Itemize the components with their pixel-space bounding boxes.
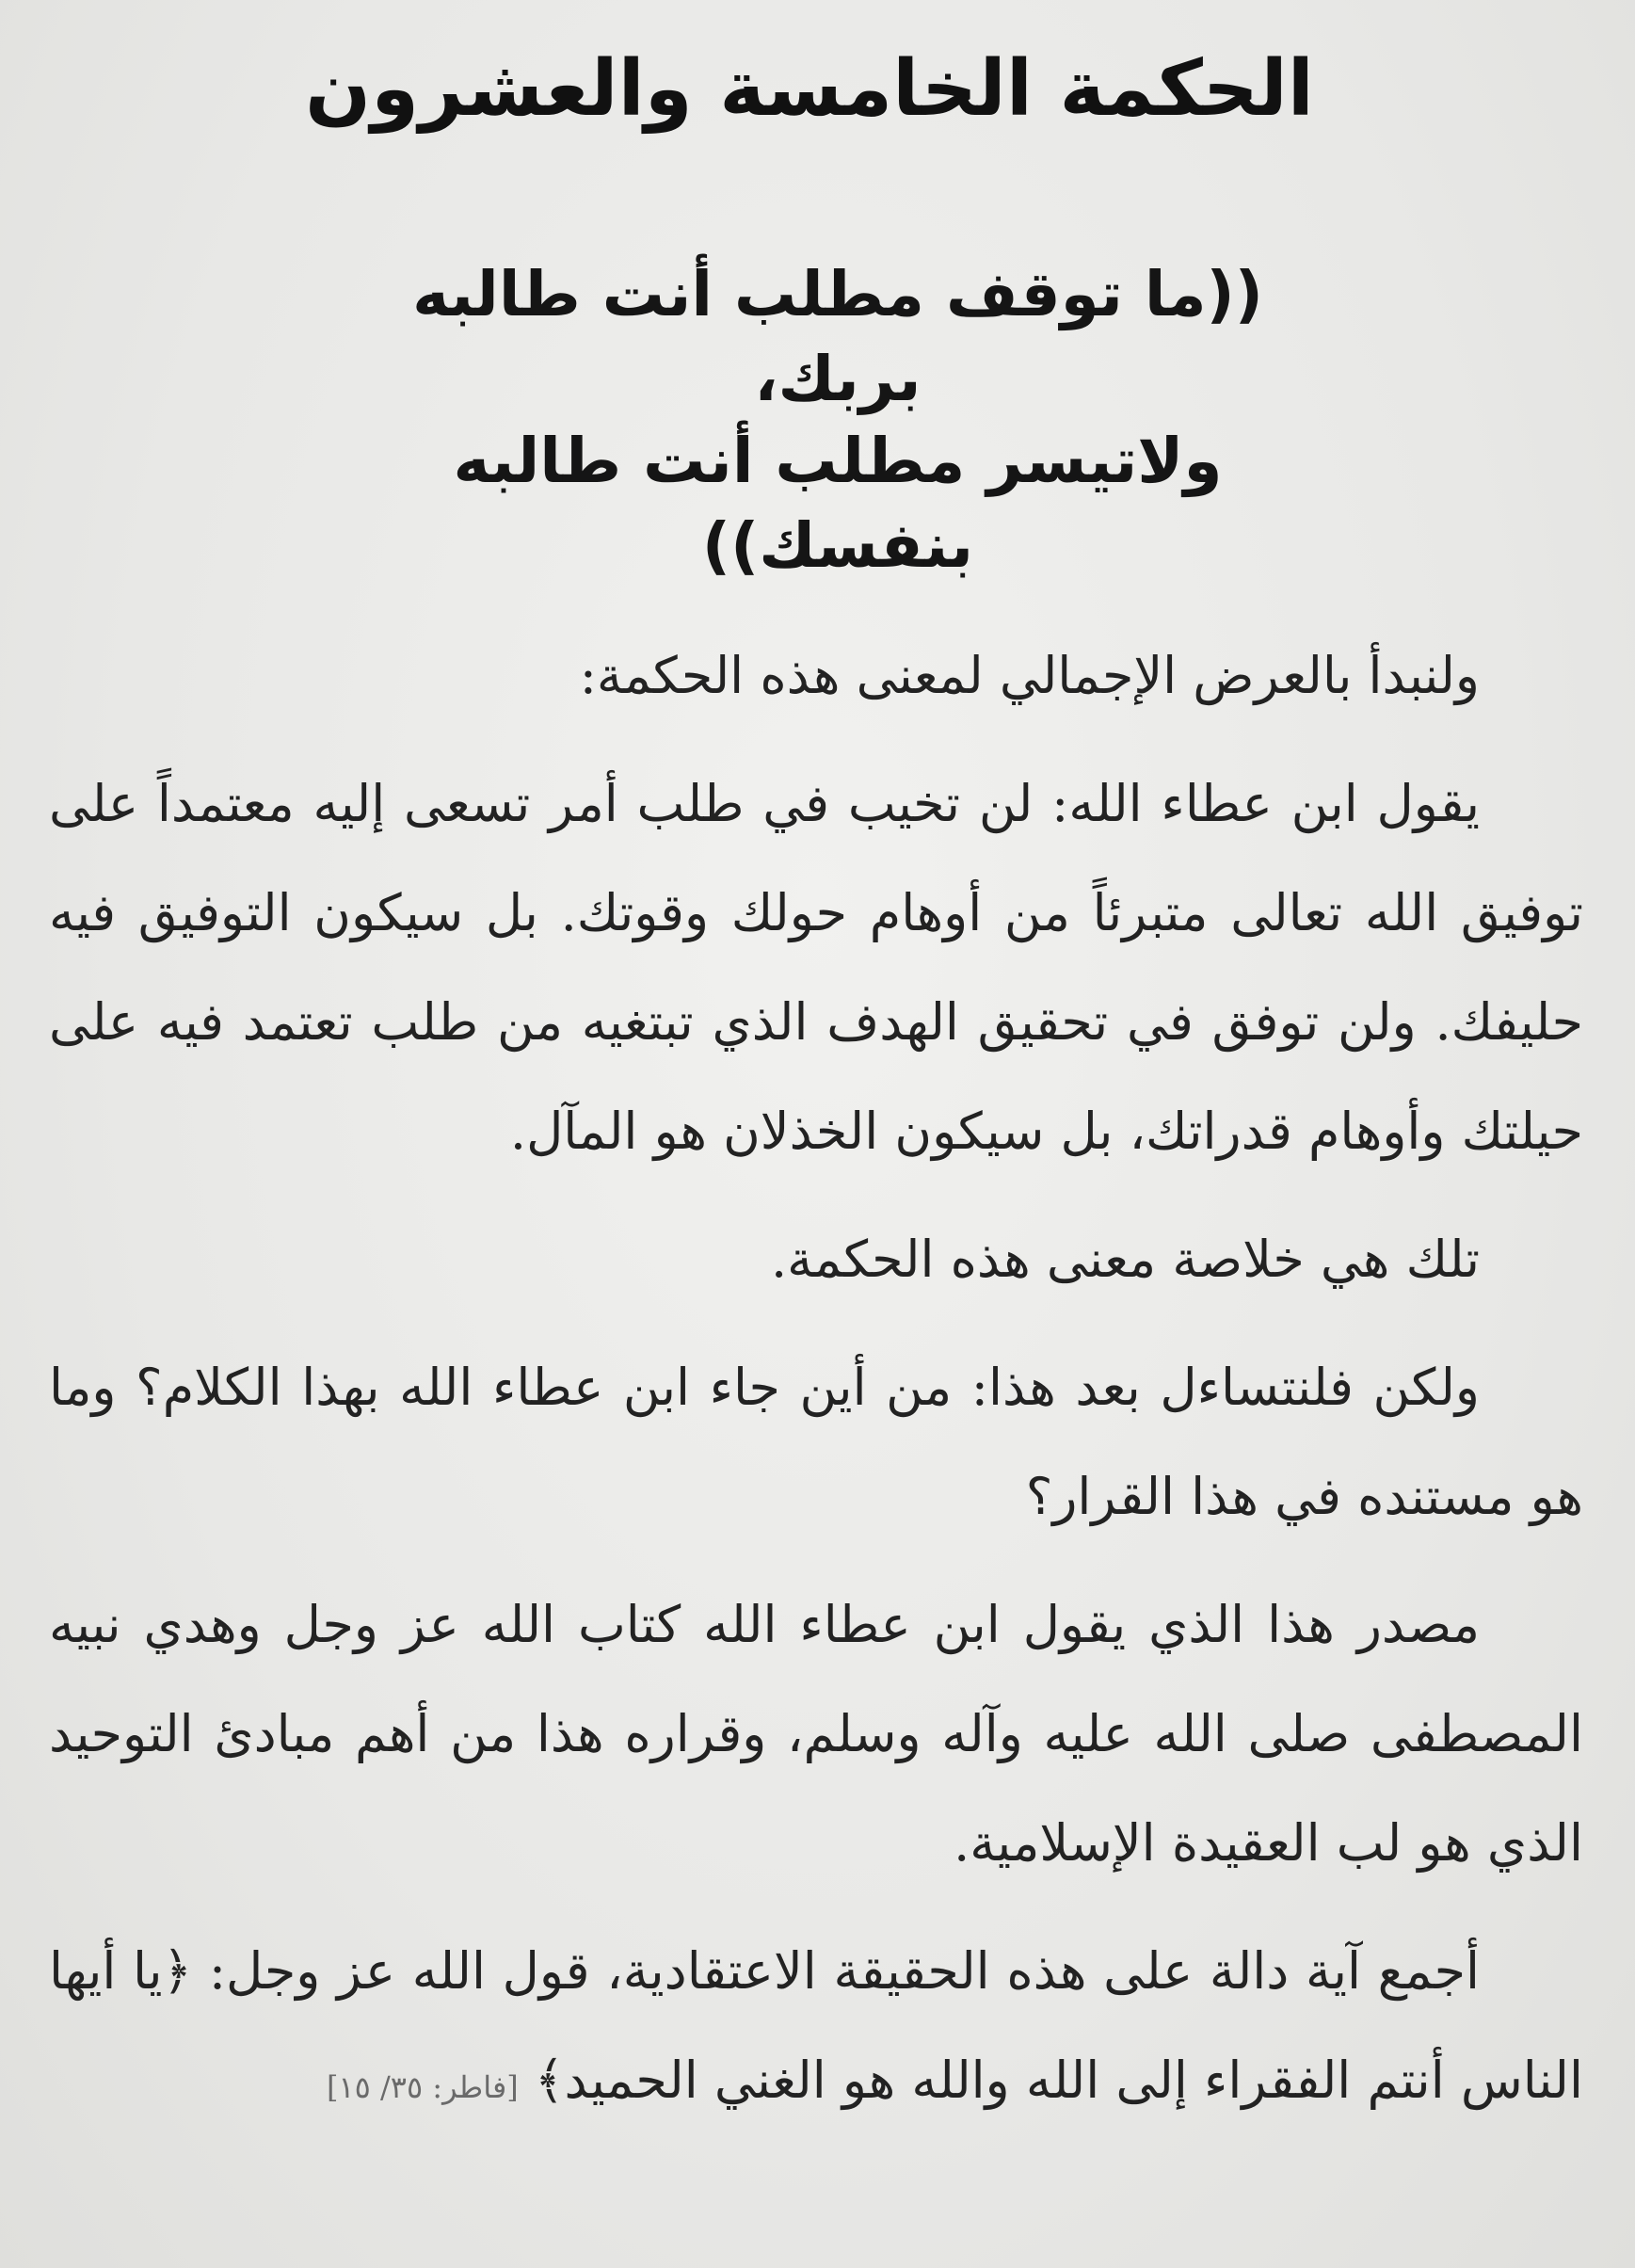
paragraph-verse bbox=[49, 1917, 1583, 2142]
paragraph-question: ولكن فلنتساءل بعد هذا: من أين جاء ابن عطاء الله بهذا الكلام؟ وما هو مستنده في هذا القرار؟ bbox=[49, 1358, 1583, 1526]
paragraph-source: مصدر هذا الذي يقول ابن عطاء الله كتاب الله عز وجل وهدي نبيه المصطفى صلى الله عليه وآله وسلم، وقراره هذا من أهم مبادئ التوحيد الذي هو لب العقيدة الإسلامية. bbox=[49, 1595, 1583, 1873]
verse-citation: [فاطر: ٣٥/ ١٥] bbox=[326, 2069, 519, 2105]
paragraph-summary: يقول ابن عطاء الله: لن تخيب في طلب أمر تسعى إليه معتمداً على توفيق الله تعالى متبرئاً من أوهام حولك وقوتك. بل سيكون التوفيق فيه حليفك. ولن توفق في تحقيق الهدف الذي تبتغيه من طلب تعتمد فيه على حيلتك وأوهام قدراتك، بل سيكون الخذلان هو المآل. bbox=[49, 774, 1583, 1161]
wisdom-quote-line-2: ولاتيسر مطلب أنت طالبه بنفسك)) bbox=[453, 425, 1223, 582]
verse-text: أجمع آية دالة على هذه الحقيقة الاعتقادية، قول الله عز وجل: ﴿يا أيها الناس أنتم الفقراء إلى الله والله هو الغني الحميد﴾ bbox=[49, 1941, 1583, 2110]
body-text bbox=[49, 621, 1583, 2161]
chapter-title: الحكمة الخامسة والعشرون bbox=[305, 44, 1314, 134]
paragraph-conclusion: تلك هي خلاصة معنى هذه الحكمة. bbox=[771, 1230, 1480, 1289]
paragraph-intro: ولنبدأ بالعرض الإجمالي لمعنى هذه الحكمة: bbox=[579, 646, 1480, 705]
wisdom-quote-line-1: ((ما توقف مطلب أنت طالبه بربك، bbox=[412, 258, 1263, 415]
